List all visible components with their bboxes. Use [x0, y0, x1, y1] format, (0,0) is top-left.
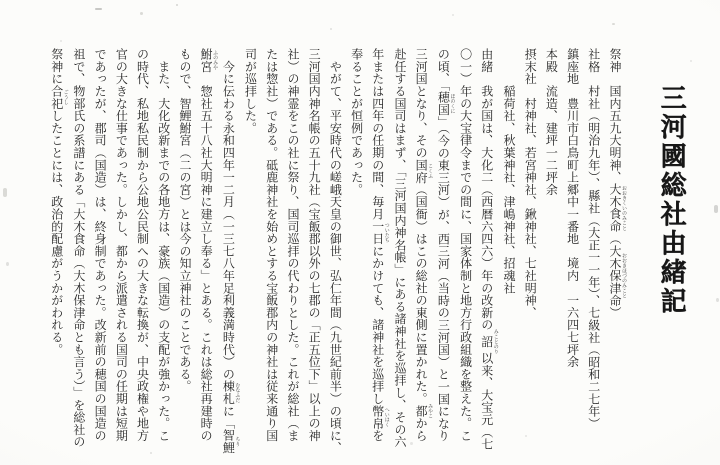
scan-speckle: [410, 442, 413, 445]
scan-speckle: [6, 262, 9, 266]
text-column: 今に伝わる永和四年一二月（一三七八年足利義満時代）の棟札 むなふだに「智鯉 ちり: [221, 48, 240, 454]
text-column: 奉ることが恒例であった。: [349, 48, 364, 196]
furigana-annotated-word: 大木食命 おおきくいのみこと: [608, 183, 626, 233]
scan-speckle: [176, 4, 178, 6]
text-column: 三河国となり、その国府 こくふ（国衙）はこの総社の東側に置かれた。都 みやこから: [414, 48, 433, 442]
text-column: もので、智鯉鮒宮（二の宮）とは今の知立神社のことである。: [177, 48, 192, 393]
text-column: 三河国内神名帳の五十九社（宝飯郡以外の七郡の「正五位下」以上の神: [307, 48, 322, 442]
furigana-annotated-word: 鮒宮 ふのみや: [199, 48, 218, 73]
scan-speckle: [95, 8, 102, 10]
furigana-annotated-word: 詔 みことのり: [479, 328, 498, 354]
text-column: 官の大きな仕事であった。しかし、都から派遣される国司の任期は短期: [114, 48, 129, 442]
text-column: 祭神に合祀 ごうししたことには、政治的配慮がうかがわれる。: [49, 48, 68, 356]
text-column: 赴任する国司はまず、「三河国内神名帳」にある諸神社を巡拝し、その六: [392, 48, 407, 448]
scan-speckle: [690, 60, 692, 62]
furigana-annotated-word: 一日 ついたち: [370, 220, 389, 245]
text-column: 社格 村社（明治九年）、縣社（大正一一年）、七級社（昭和二七年）: [586, 48, 601, 430]
furigana-annotated-word: 都 みやこ: [414, 403, 433, 419]
scan-speckle: [452, 14, 454, 16]
text-column: 本殿 流造、建坪一二坪余: [544, 48, 559, 196]
scan-speckle: [330, 28, 332, 30]
scan-speckle: [714, 205, 718, 213]
text-column: また、大化改新までの各地方は、豪族（国造）の支配が強かった。こ: [156, 48, 171, 442]
text-column: 年または四年の任期の間、毎月一日 ついたちにかけても、諸神社を巡拝し幣帛 へいはくを: [370, 48, 389, 442]
text-column: 鎮座地 豊川市白鳥町上郷中一番地 境内 一六四七坪余: [565, 48, 580, 368]
furigana-annotated-word: 智鯉 ちり: [221, 429, 240, 454]
text-column: であったが、郡司（国造）は、終身制であった。改新前の穂国の国造の: [93, 48, 108, 442]
document-title: 三河國総社由緒記: [657, 84, 686, 316]
scan-speckle: [716, 298, 719, 302]
document-body: [46, 48, 626, 454]
text-column: の頃、「穂国 ほのくに」（今の東三河）が、西三河（当時の三河国）と一国になり: [436, 48, 455, 442]
scan-speckle: [525, 435, 527, 437]
furigana-annotated-word: 国府 こくふ: [414, 158, 433, 184]
text-column: 司が巡拝した。: [243, 48, 258, 135]
furigana-annotated-word: 穂国 ほのくに: [436, 91, 455, 116]
text-column: 稲荷社、秋葉神社、津嶋神社、招魂社: [501, 48, 516, 294]
text-column: 由緒 我が国は、大化二（西暦六四六）年の改新の詔 みことのり以来、大宝元（七: [479, 48, 498, 451]
furigana-annotated-word: 幣帛 へいはく: [370, 404, 389, 430]
text-column: の時代、私地私民制から公地公民制への大きな転換が、中央政権や地方: [135, 48, 150, 442]
text-column: 社）の神霊をこの社に祭り、国司巡拝の代わりとした。これが総社（ま: [285, 48, 300, 442]
text-column: たは惣社）である。砥鹿神社を始めとする宝飯郡内の神社は従来通り国: [264, 48, 279, 442]
furigana-annotated-word: 合祀 ごうし: [49, 84, 68, 110]
scan-speckle: [3, 188, 7, 197]
text-column: 鮒宮 ふのみや 惣社五十八社大明神に建立し奉る」とある。これは総社再建時の: [199, 48, 218, 442]
text-column: 祖で、物部氏の系譜にある「大木食命（大木保津命とも言う）」を総社の: [71, 48, 86, 448]
text-column: やがて、平安時代の嵯峨天皇の御世、弘仁年間（九世紀前半）の頃に、: [328, 48, 343, 454]
furigana-annotated-word: 棟札 むなふだ: [221, 380, 240, 405]
furigana-annotated-word: 大木保津命 おおきほづのみこと: [608, 244, 626, 307]
text-column: 祭神 国内五九大明神、大木食命 おおきくいのみこと（大木保津命 おおきほづのみこと）: [608, 48, 626, 319]
scan-speckle: [140, 12, 143, 15]
scan-speckle: [60, 40, 62, 42]
scan-speckle: [150, 452, 152, 454]
text-column: 〇一）年の大宝律令までの間に、国家体制と地方行政組織を整えた。こ: [458, 48, 473, 442]
scan-speckle: [612, 23, 615, 25]
text-column: 摂末社 村神社、若宮神社、鍬神社、七社明神、: [523, 48, 538, 319]
